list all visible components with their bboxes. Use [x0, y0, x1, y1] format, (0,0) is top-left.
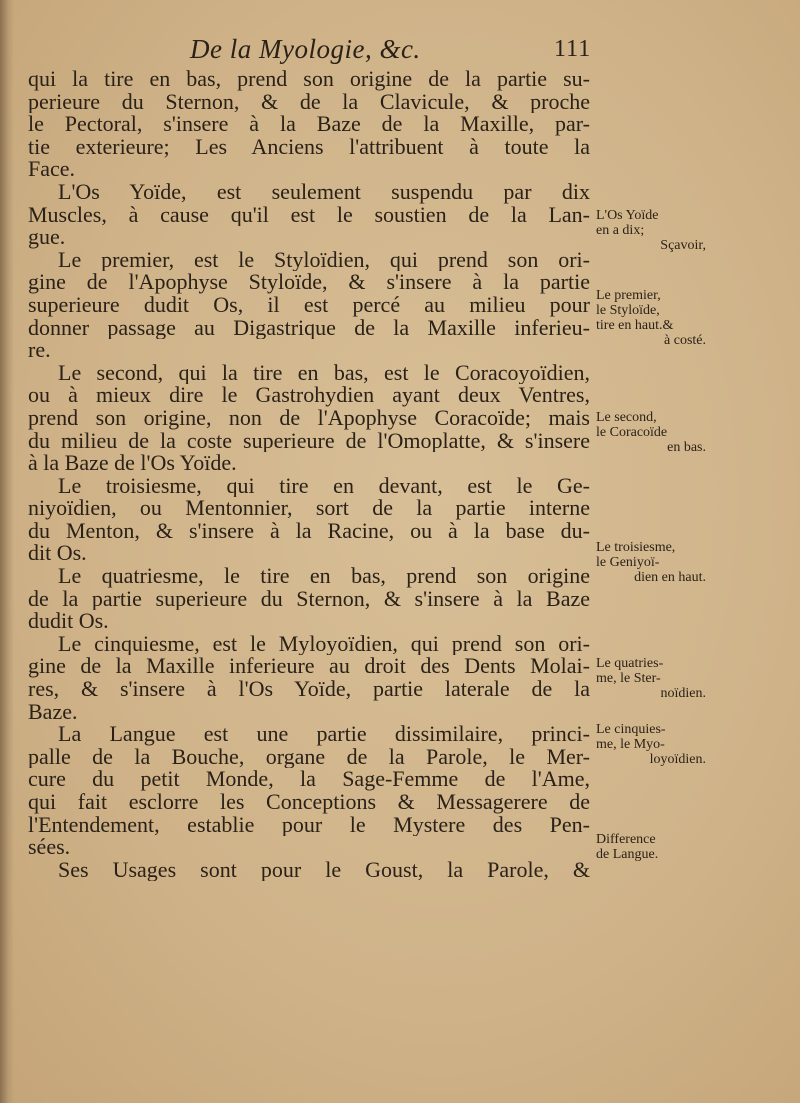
text-line: Le second, qui la tire en bas, est le Coracoyoïdien,	[58, 361, 590, 385]
margin-note-line: Le premier,	[596, 288, 661, 303]
body-text	[28, 68, 590, 881]
text-line: le Pectoral, s'insere à la Baze de la Maxille, par-	[28, 113, 590, 136]
text-line: gue.	[28, 226, 66, 249]
margin-note-line: Sçavoir,	[660, 238, 706, 253]
margin-note-premier	[596, 288, 706, 348]
text-line: Face.	[28, 158, 76, 181]
margin-note-line: noïdien.	[660, 686, 706, 701]
margin-note-line: me, le Myo-	[596, 737, 665, 752]
text-line: gine de l'Apophyse Styloïde, & s'insere à la partie	[28, 271, 590, 294]
text-line: Ses Usages sont pour le Goust, la Parole, &	[58, 858, 590, 882]
margin-note-line: en bas.	[667, 440, 706, 455]
margin-note-line: L'Os Yoïde	[596, 208, 659, 223]
page-gutter-shadow	[0, 0, 14, 1103]
margin-note-line: Le quatries-	[596, 656, 664, 671]
text-line: qui la tire en bas, prend son origine de la partie su-	[28, 68, 590, 91]
text-line: prend son origine, non de l'Apophyse Coracoïde; mais	[28, 406, 590, 430]
text-line: dit Os.	[28, 542, 87, 566]
text-line: l'Entendement, establie pour le Mystere des Pen-	[28, 813, 590, 837]
margin-note-line: le Geniyoï-	[596, 555, 660, 570]
text-line: à la Baze de l'Os Yoïde.	[28, 452, 237, 475]
margin-note-line: tire en haut.&	[596, 318, 674, 333]
text-line: cure du petit Monde, la Sage-Femme de l'Ame,	[28, 768, 590, 791]
margin-note-quatriesme	[596, 656, 706, 701]
text-line: qui fait esclorre les Conceptions & Messagerere de	[28, 791, 590, 814]
text-line: niyoïdien, ou Mentonnier, sort de la partie interne	[28, 497, 590, 520]
text-line: ou à mieux dire le Gastrohydien ayant deux Ventres,	[28, 384, 590, 407]
margin-note-second	[596, 410, 706, 455]
text-line: gine de la Maxille inferieure au droit des Dents Molai-	[28, 655, 590, 679]
text-line: sées.	[28, 836, 71, 859]
margin-note-line: à costé.	[664, 333, 706, 348]
text-line: Le cinquiesme, est le Myloyoïdien, qui prend son ori-	[58, 632, 590, 656]
margin-note-line: le Styloïde,	[596, 303, 660, 318]
text-line: Muscles, à cause qu'il est le soustien de la Lan-	[28, 203, 590, 227]
page-number: 111	[554, 36, 592, 62]
text-line: donner passage au Digastrique de la Maxille inferieu-	[28, 316, 590, 340]
margin-note-line: le Coracoïde	[596, 425, 668, 440]
text-line: tie exterieure; Les Anciens l'attribuent à toute la	[28, 135, 590, 159]
margin-note-difference	[596, 832, 706, 862]
text-line: Le troisiesme, qui tire en devant, est le Ge-	[58, 474, 590, 498]
margin-note-line: me, le Ster-	[596, 671, 661, 686]
margin-note-line: Le troisiesme,	[596, 540, 676, 555]
text-line: res, & s'insere à l'Os Yoïde, partie laterale de la	[28, 678, 590, 701]
text-line: La Langue est une partie dissimilaire, princi-	[58, 723, 590, 746]
margin-note-os-yoide	[596, 208, 706, 253]
text-line: L'Os Yoïde, est seulement suspendu par dix	[58, 180, 590, 204]
margin-note-line: Le cinquies-	[596, 722, 666, 737]
text-line: Le quatriesme, le tire en bas, prend son origine	[58, 565, 590, 588]
margin-note-line: Difference	[596, 832, 656, 847]
text-line: de la partie superieure du Sternon, & s'insere à la Baze	[28, 587, 590, 611]
text-line: superieure dudit Os, il est percé au milieu pour	[28, 293, 590, 317]
text-line: perieure du Sternon, & de la Clavicule, & proche	[28, 90, 590, 114]
text-line: du Menton, & s'insere à la Racine, ou à la base du-	[28, 519, 590, 543]
margin-note-line: Le second,	[596, 410, 657, 425]
margin-note-line: loyoïdien.	[649, 752, 706, 767]
margin-note-troisiesme	[596, 540, 706, 585]
text-line: dudit Os.	[28, 610, 109, 633]
margin-note-cinquiesme	[596, 722, 706, 767]
text-line: du milieu de la coste superieure de l'Omoplatte, & s'insere	[28, 429, 590, 453]
text-line: Le premier, est le Styloïdien, qui prend son ori-	[58, 248, 590, 272]
margin-note-line: de Langue.	[596, 847, 659, 862]
text-line: palle de la Bouche, organe de la Parole, le Mer-	[28, 745, 590, 769]
text-line: Baze.	[28, 700, 78, 724]
margin-note-line: en a dix;	[596, 223, 645, 238]
text-line: re.	[28, 339, 51, 362]
margin-note-line: dien en haut.	[634, 570, 706, 585]
running-title: De la Myologie, &c.	[190, 34, 421, 64]
